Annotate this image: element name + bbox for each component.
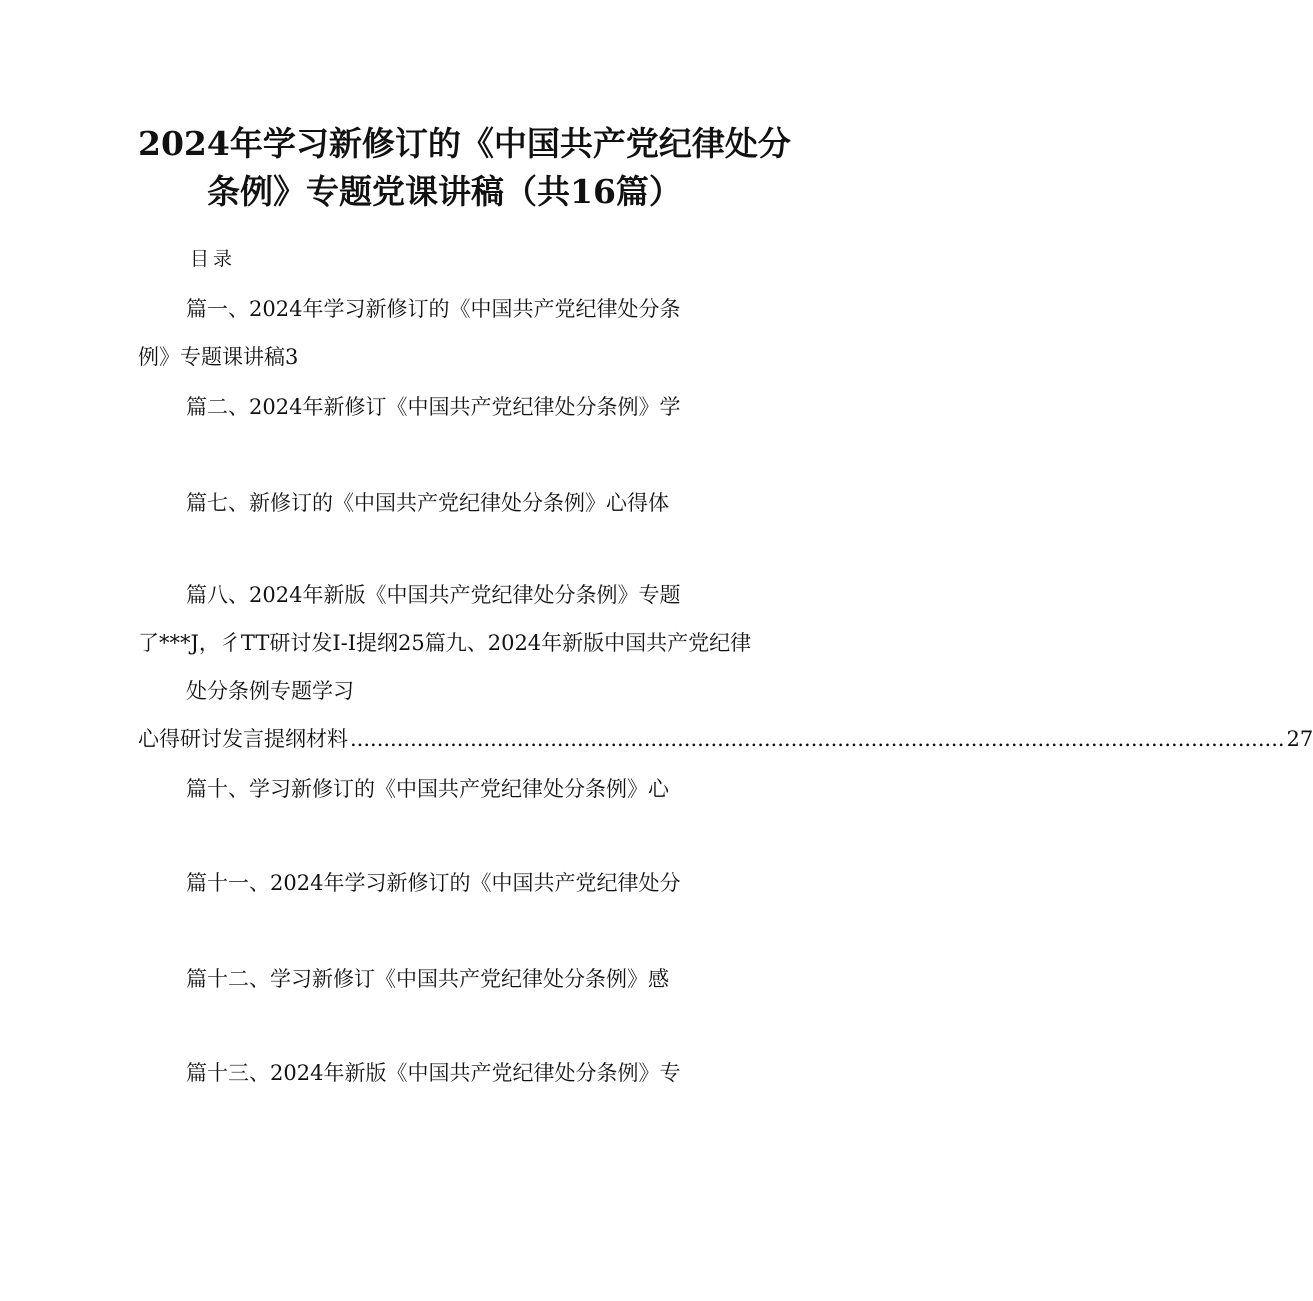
toc-entry-dotted-page: 27	[1286, 727, 1313, 751]
toc-entry-dotted-text: 心得研讨发言提纲材料	[138, 727, 348, 751]
toc-entry-7: 篇七、新修订的《中国共产党纪律处分条例》心得体	[186, 491, 669, 515]
toc-entry-dotted	[138, 724, 1313, 754]
toc-entry-9-continued: 处分条例专题学习	[186, 679, 354, 703]
toc-entry-11: 篇十一、2024年学习新修订的《中国共产党纪律处分	[186, 871, 681, 895]
toc-entry-2: 篇二、2024年新修订《中国共产党纪律处分条例》学	[186, 395, 681, 419]
toc-entry-12: 篇十二、学习新修订《中国共产党纪律处分条例》感	[186, 967, 669, 991]
toc-heading: 目录	[190, 248, 237, 270]
dot-leader: ............................................................................................................................................	[350, 727, 1285, 751]
toc-entry-13: 篇十三、2024年新版《中国共产党纪律处分条例》专	[186, 1061, 681, 1085]
document-title-line-2: 条例》专题党课讲稿（共16篇）	[207, 172, 682, 211]
document-title-line-1: 2024年学习新修订的《中国共产党纪律处分	[138, 124, 791, 163]
toc-entry-8-continued: 了***J，彳TT研讨发I-I提纲25篇九、2024年新版中国共产党纪律	[138, 631, 752, 655]
toc-entry-1: 篇一、2024年学习新修订的《中国共产党纪律处分条	[186, 297, 681, 321]
toc-entry-10: 篇十、学习新修订的《中国共产党纪律处分条例》心	[186, 777, 669, 801]
toc-entry-8: 篇八、2024年新版《中国共产党纪律处分条例》专题	[186, 583, 681, 607]
toc-entry-1-continued: 例》专题课讲稿3	[138, 345, 299, 369]
